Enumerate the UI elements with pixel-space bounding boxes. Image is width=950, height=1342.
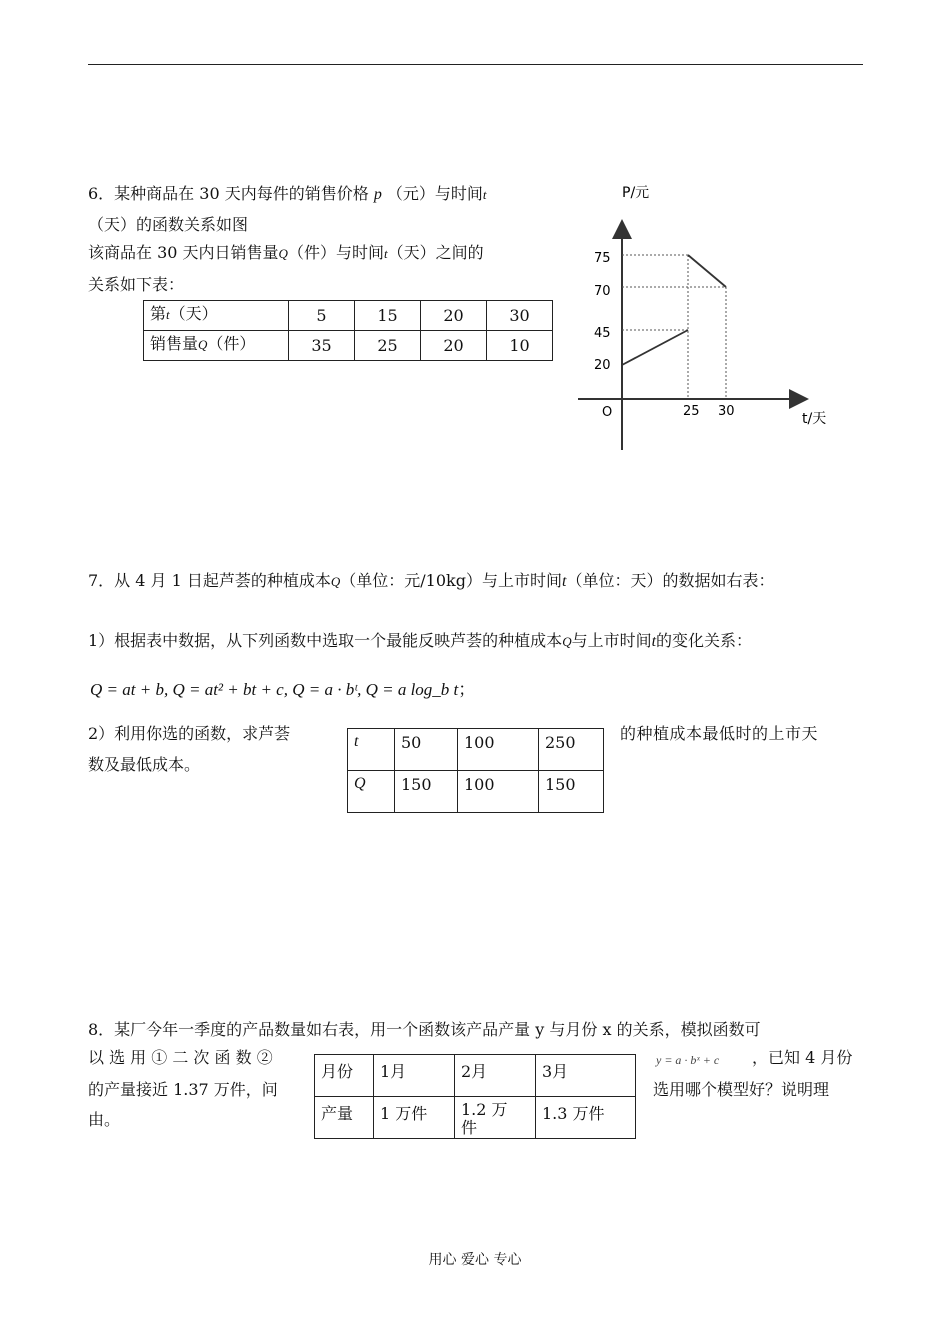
q7-var-t2: t: [651, 633, 657, 650]
q6-text-1a: 6．某种商品在 30 天内每件的销售价格: [88, 184, 369, 203]
q7-text-2a: 1）根据表中数据，从下列函数中选取一个最能反映芦荟的种植成本: [88, 631, 563, 650]
q7-formula: Q = at + b, Q = at² + bt + c, Q = a · bᵗ, Q = a log_b t: [90, 680, 459, 699]
q8-line-4: 由。: [88, 1110, 121, 1129]
table-cell: 1.3 万件: [536, 1097, 636, 1139]
q6-table-row-day: [144, 301, 553, 331]
table-cell: 15: [355, 301, 421, 331]
header-rule: [88, 64, 863, 65]
q6-table-row1-label: [144, 301, 289, 331]
q8-table-row-month: [315, 1055, 636, 1097]
q6-text-3c: （天）之间的: [387, 243, 484, 262]
q6-text-3b: （件）与时间: [287, 243, 384, 262]
table-cell: 150: [539, 771, 604, 813]
q6-table-row2-label: [144, 331, 289, 361]
q6-line-3: [88, 243, 484, 264]
q6-row1-label-a: 第: [150, 304, 167, 323]
q6-var-Q: Q: [278, 246, 288, 261]
table-cell: 2月: [455, 1055, 536, 1097]
table-cell: 1月: [374, 1055, 455, 1097]
q6-text-1b: （元）与时间: [386, 184, 483, 203]
graph-y-tick-75: 75: [594, 251, 611, 266]
q7-line-4: 数及最低成本。: [88, 755, 201, 774]
table-cell: t: [348, 729, 395, 771]
page-footer: 用心 爱心 专心: [428, 1252, 522, 1268]
table-cell: 3月: [536, 1055, 636, 1097]
table-cell: 产量: [315, 1097, 374, 1139]
graph-y-label: P/元: [622, 185, 650, 201]
q8-line-3-right: 选用哪个模型好？说明理: [653, 1080, 830, 1099]
q7-text-2b: 与上市时间: [571, 631, 652, 650]
q7-cost-table: [347, 728, 604, 813]
graph-y-tick-45: 45: [594, 326, 611, 341]
q6-row1-label-var: t: [166, 307, 170, 322]
q7-var-Q2: Q: [562, 634, 572, 649]
graph-y-tick-20: 20: [594, 358, 611, 373]
graph-segment-rising: [622, 330, 688, 365]
q6-price-graph: [570, 175, 840, 460]
q7-line-3-right: 的种植成本最低时的上市天: [620, 724, 819, 743]
q6-var-t: t: [482, 187, 487, 202]
table-cell: Q: [348, 771, 395, 813]
table-cell: 20: [421, 301, 487, 331]
graph-x-tick-30: 30: [718, 404, 735, 419]
table-cell: 50: [395, 729, 458, 771]
table-cell: 20: [421, 331, 487, 361]
q7-var-Q: Q: [330, 574, 341, 589]
q6-sales-table: [143, 300, 553, 361]
q6-row2-label-var: Q: [198, 337, 208, 352]
table-cell: 5: [289, 301, 355, 331]
q6-var-t2: t: [383, 246, 388, 261]
q6-text-3a: 该商品在 30 天内日销售量: [88, 243, 279, 262]
q8-formula: y = a · bˣ + c: [656, 1053, 720, 1067]
table-cell: 10: [487, 331, 553, 361]
q8-line-3-left: 的产量接近 1.37 万件，问: [88, 1080, 278, 1099]
q6-row2-label-b: （件）: [207, 334, 256, 353]
graph-segment-falling: [688, 255, 726, 287]
q7-text-2c: 的变化关系：: [656, 631, 753, 650]
q8-line-2-left: 以 选 用 ① 二 次 函 数 ②: [88, 1048, 273, 1067]
q7-formula-end: ；: [458, 680, 476, 699]
q7-table-row-Q: [348, 771, 604, 813]
table-cell: 35: [289, 331, 355, 361]
graph-y-tick-70: 70: [594, 284, 611, 299]
table-cell: 25: [355, 331, 421, 361]
graph-x-tick-25: 25: [683, 404, 700, 419]
q6-line-4: 关系如下表：: [88, 275, 185, 294]
table-cell: 100: [458, 771, 539, 813]
q8-table-row-output: [315, 1097, 636, 1139]
graph-origin-label: O: [602, 405, 613, 420]
table-cell: 250: [539, 729, 604, 771]
q7-table-row-t: [348, 729, 604, 771]
q6-row2-label-a: 销售量: [150, 334, 199, 353]
q8-production-table: [314, 1054, 636, 1139]
q6-line-2: （天）的函数关系如图: [88, 215, 249, 234]
q7-text-1c: （单位：天）的数据如右表：: [566, 571, 775, 590]
q8-line-2-right: ，已知 4 月份: [752, 1048, 853, 1067]
q6-line-1: [88, 184, 487, 205]
table-cell: 1.2 万 件: [455, 1097, 536, 1139]
q7-text-1a: 7．从 4 月 1 日起芦荟的种植成本: [88, 571, 331, 590]
table-cell: 1 万件: [374, 1097, 455, 1139]
table-cell: 月份: [315, 1055, 374, 1097]
graph-x-label: t/天: [802, 411, 827, 427]
q7-text-1b: （单位：元/10kg）与上市时间: [340, 571, 562, 590]
q7-line-1: [88, 571, 774, 592]
q7-line-3-left: 2）利用你选的函数，求芦荟: [88, 724, 291, 743]
q7-formula-line: [90, 680, 475, 700]
q6-row1-label-b: （天）: [169, 304, 218, 323]
q6-table-row-sales: [144, 331, 553, 361]
table-cell: 30: [487, 301, 553, 331]
q8-line-1: 8．某厂今年一季度的产品数量如右表，用一个函数该产品产量 y 与月份 x 的关系，模拟函数可: [88, 1020, 761, 1039]
table-cell: 100: [458, 729, 539, 771]
q7-line-2: [88, 631, 752, 652]
q6-var-p: p: [373, 186, 382, 203]
q7-var-t: t: [561, 573, 567, 590]
table-cell: 150: [395, 771, 458, 813]
